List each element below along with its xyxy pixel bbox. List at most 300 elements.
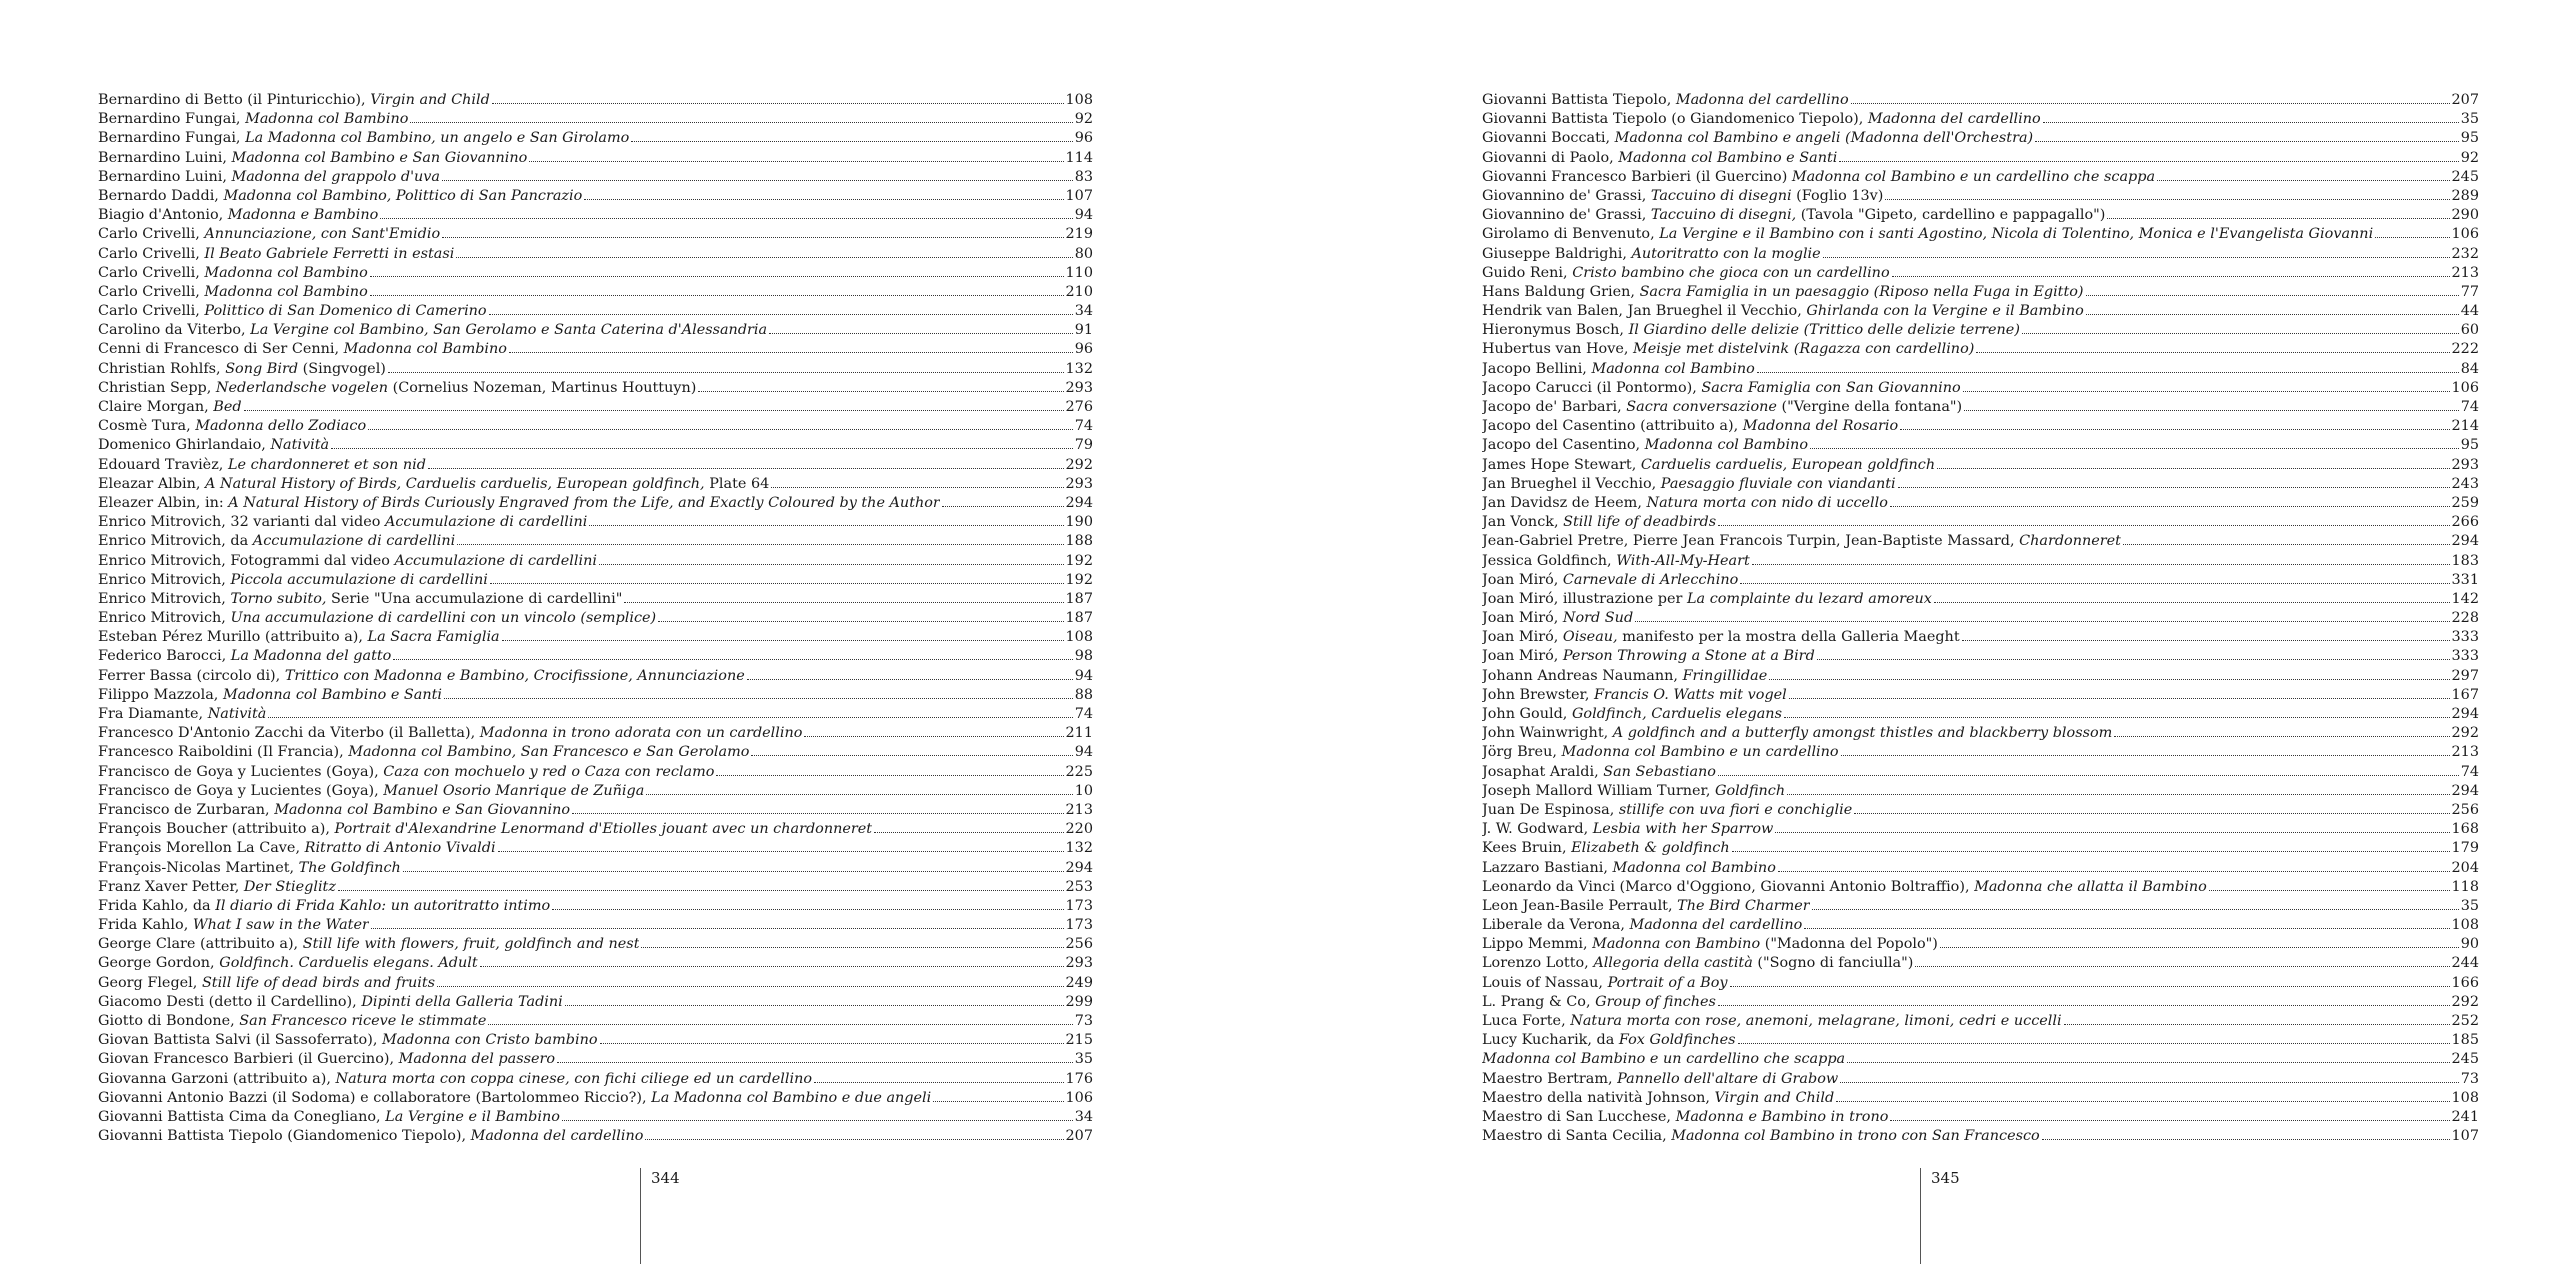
dot-leader xyxy=(1804,928,2449,929)
entry-author: Cenni di Francesco di Ser Cenni, xyxy=(98,341,344,358)
entry-page-number: 108 xyxy=(2451,1089,2479,1106)
entry-page-number: 132 xyxy=(1065,360,1093,377)
entry-page-number: 94 xyxy=(1074,744,1093,761)
entry-page-number: 173 xyxy=(1065,897,1093,914)
entry-page-number: 232 xyxy=(2451,245,2479,262)
entry-title xyxy=(1482,264,1890,283)
entry-title xyxy=(98,417,366,436)
dot-leader xyxy=(1810,448,2459,449)
entry-work: La Vergine e il Bambino xyxy=(385,1108,560,1125)
entry-title xyxy=(98,552,597,571)
entry-title xyxy=(98,724,802,743)
entry-title xyxy=(1482,475,1896,494)
entry-page-number: 92 xyxy=(2460,149,2479,166)
entry-page-number: 207 xyxy=(2451,92,2479,108)
entry-work: Madonna col Bambino in trono con San Francesco xyxy=(1671,1128,2040,1145)
entry-author: Eleazar Albin, xyxy=(98,475,206,492)
entry-work: Madonna col Bambino xyxy=(1612,859,1776,876)
entry-author: Louis of Nassau, xyxy=(1482,974,1608,991)
entry-author: Giovanni Battista Tiepolo, xyxy=(1482,92,1676,108)
entry-page-number: 245 xyxy=(2451,1051,2479,1068)
entry-page-number: 294 xyxy=(1065,494,1093,511)
entry-author: Carlo Crivelli, xyxy=(98,226,205,243)
index-entry xyxy=(1482,417,2479,436)
entry-author: Giovanni Battista Tiepolo (Giandomenico Tiepolo), xyxy=(98,1128,471,1145)
entry-page-number: 225 xyxy=(1065,763,1093,780)
entry-work: La complainte du lezard amoreux xyxy=(1686,590,1932,607)
entry-page-number: 114 xyxy=(1065,149,1093,166)
index-entry xyxy=(98,724,1093,743)
index-entry xyxy=(1482,590,2479,609)
entry-title xyxy=(1482,590,1932,609)
index-entry xyxy=(1482,475,2479,494)
entry-work: Group of finches xyxy=(1595,993,1716,1010)
dot-leader xyxy=(1787,794,2449,795)
entry-author: John Brewster, xyxy=(1482,686,1594,703)
entry-author: Bernardino Fungai, xyxy=(98,111,246,128)
entry-page-number: 292 xyxy=(2451,993,2479,1010)
entry-work: Autoritratto con la moglie xyxy=(1631,245,1821,262)
entry-work: Taccuino di disegni, xyxy=(1650,207,1797,224)
index-entry xyxy=(98,916,1093,935)
dot-leader xyxy=(403,871,1064,872)
entry-page-number: 192 xyxy=(1065,571,1093,588)
entry-author: Maestro della natività Johnson, xyxy=(1482,1089,1715,1106)
entry-page-number: 187 xyxy=(1065,610,1093,627)
index-entry xyxy=(1482,686,2479,705)
entry-work: Goldfinch, Carduelis elegans xyxy=(1571,706,1782,722)
entry-title xyxy=(1482,225,2373,244)
entry-title xyxy=(1482,436,1808,455)
dot-leader xyxy=(2114,736,2449,737)
index-entry xyxy=(98,801,1093,820)
dot-leader xyxy=(492,103,1064,104)
entry-author: Franz Xaver Petter, xyxy=(98,878,244,895)
dot-leader xyxy=(562,1120,1073,1121)
entry-author: Giovan Francesco Barbieri (il Guercino), xyxy=(98,1051,399,1068)
entry-page-number: 266 xyxy=(2451,514,2479,531)
entry-note: (Cornelius Nozeman, Martinus Houttuyn) xyxy=(388,379,697,396)
entry-work: A Natural History of Birds, Carduelis carduelis, European goldfinch, xyxy=(205,475,705,492)
entry-title xyxy=(98,878,336,897)
entry-page-number: 108 xyxy=(1065,629,1093,646)
dot-leader xyxy=(552,909,1063,910)
index-entry xyxy=(1482,916,2479,935)
entry-page-number: 333 xyxy=(2451,629,2479,646)
entry-page-number: 241 xyxy=(2451,1108,2479,1125)
index-entry xyxy=(98,897,1093,916)
entry-author: Girolamo di Benvenuto, xyxy=(1482,226,1660,243)
dot-leader xyxy=(1851,103,2450,104)
entry-author: Francesco Raiboldini (Il Francia), xyxy=(98,744,349,761)
entry-author: Francisco de Goya y Lucientes (Goya), xyxy=(98,782,384,799)
entry-work: Francis O. Watts mit vogel xyxy=(1593,686,1787,703)
entry-work: Piccola accumulazione di cardellini xyxy=(230,571,488,588)
dot-leader xyxy=(1738,1043,2450,1044)
entry-title xyxy=(1482,609,1633,628)
dot-leader xyxy=(1915,966,2449,967)
entry-page-number: 77 xyxy=(2460,283,2479,300)
index-entry xyxy=(1482,168,2479,187)
entry-title xyxy=(1482,724,2112,743)
dot-leader xyxy=(1817,659,2450,660)
dot-leader xyxy=(2086,295,2459,296)
entry-page-number: 132 xyxy=(1065,840,1093,857)
entry-title xyxy=(98,149,527,168)
entry-page-number: 106 xyxy=(2451,226,2479,243)
entry-title xyxy=(1482,647,1815,666)
entry-work: Nord Sud xyxy=(1562,610,1634,627)
dot-leader xyxy=(509,352,1073,353)
entry-work: La Madonna col Bambino e due angeli xyxy=(651,1089,932,1106)
dot-leader xyxy=(747,679,1073,680)
entry-work: Madonna con Bambino xyxy=(1592,936,1761,953)
index-entry xyxy=(98,647,1093,666)
entry-title xyxy=(98,187,582,206)
entry-work: Madonna e Bambino in trono xyxy=(1675,1108,1889,1125)
entry-author: Jacopo del Casentino (attribuito a), xyxy=(1482,418,1743,435)
index-entry xyxy=(98,571,1093,590)
entry-author: Giovanni Francesco Barbieri (il Guercino) xyxy=(1482,168,1792,185)
entry-work: La Vergine col Bambino, San Gerolamo e Santa Caterina d'Alessandria xyxy=(250,322,768,339)
entry-work: San Francesco riceve le stimmate xyxy=(239,1013,487,1029)
entry-author: Enrico Mitrovich, xyxy=(98,610,231,627)
entry-page-number: 106 xyxy=(1065,1089,1093,1106)
entry-work: Person Throwing a Stone at a Bird xyxy=(1562,648,1815,665)
entry-work: Accumulazione di cardellini xyxy=(394,552,597,569)
entry-title xyxy=(1482,878,2207,897)
entry-author: Francisco de Zurbaran, xyxy=(98,801,275,818)
entry-author: Giotto di Bondone, xyxy=(98,1013,240,1029)
entry-author: Hans Baldung Grien, xyxy=(1482,283,1640,300)
entry-work: Madonna del grappolo d'uva xyxy=(231,168,440,185)
entry-author: Biagio d'Antonio, xyxy=(98,207,228,224)
dot-leader xyxy=(1769,679,2449,680)
dot-leader xyxy=(942,506,1064,507)
index-entry xyxy=(98,1012,1093,1031)
entry-work: Manuel Osorio Manrique de Zuñiga xyxy=(383,782,645,799)
entry-page-number: 294 xyxy=(2451,706,2479,722)
dot-leader xyxy=(368,429,1073,430)
entry-title xyxy=(98,494,940,513)
entry-work: Paesaggio fluviale con viandanti xyxy=(1660,475,1896,492)
index-entry xyxy=(98,820,1093,839)
entry-page-number: 73 xyxy=(2460,1070,2479,1087)
entry-page-number: 94 xyxy=(1074,667,1093,684)
entry-page-number: 249 xyxy=(1065,974,1093,991)
entry-author: Bernardino Fungai, xyxy=(98,130,246,147)
dot-leader xyxy=(490,583,1064,584)
entry-title xyxy=(98,935,639,954)
entry-page-number: 222 xyxy=(2451,341,2479,358)
entry-note: (Tavola "Gipeto, cardellino e pappagallo") xyxy=(1796,207,2106,224)
entry-work: The Goldfinch xyxy=(298,859,401,876)
entry-work: Annunciazione, con Sant'Emidio xyxy=(204,226,441,243)
entry-title xyxy=(1482,628,1960,647)
entry-title xyxy=(1482,954,1913,973)
dot-leader xyxy=(2035,141,2459,142)
entry-author: Francisco de Goya y Lucientes (Goya), xyxy=(98,763,384,780)
entry-title xyxy=(98,456,426,475)
dot-leader xyxy=(244,410,1064,411)
index-entry xyxy=(1482,1070,2479,1089)
dot-leader xyxy=(698,391,1063,392)
index-entry xyxy=(1482,436,2479,455)
entry-page-number: 168 xyxy=(2451,821,2479,838)
entry-work: Il Beato Gabriele Ferretti in estasi xyxy=(204,245,455,262)
entry-title xyxy=(98,129,629,148)
dot-leader xyxy=(2064,1024,2450,1025)
dot-leader xyxy=(1898,487,2450,488)
index-entry xyxy=(98,1127,1093,1146)
entry-work: Madonna col Bambino xyxy=(204,264,368,281)
entry-title xyxy=(98,398,242,417)
entry-work: Pannello dell'altare di Grabow xyxy=(1617,1070,1839,1087)
entry-title xyxy=(1482,494,1888,513)
entry-author: Bernardo Daddi, xyxy=(98,187,224,204)
entry-work: Madonna col Bambino e Santi xyxy=(1618,149,1838,166)
entry-title xyxy=(98,705,266,724)
entry-work: Taccuino di disegni xyxy=(1650,187,1792,204)
dot-leader xyxy=(1854,813,2449,814)
entry-page-number: 35 xyxy=(1074,1051,1093,1068)
entry-work: Dipinti della Galleria Tadini xyxy=(361,993,563,1010)
entry-work: Madonna col Bambino xyxy=(1644,437,1808,454)
dot-leader xyxy=(2375,237,2449,238)
entry-author: Giovanna Garzoni (attribuito a), xyxy=(98,1070,336,1087)
entry-page-number: 108 xyxy=(1065,92,1093,108)
entry-author: Enrico Mitrovich, da xyxy=(98,533,253,550)
entry-author: Filippo Mazzola, xyxy=(98,686,223,703)
dot-leader xyxy=(370,295,1064,296)
index-entry xyxy=(1482,705,2479,724)
index-entry xyxy=(98,283,1093,302)
entry-title xyxy=(98,763,714,782)
entry-work: Madonna che allatta il Bambino xyxy=(1974,878,2207,895)
folio-rule xyxy=(1920,1168,1921,1264)
entry-author: Carlo Crivelli, xyxy=(98,303,205,320)
dot-leader xyxy=(599,564,1064,565)
dot-leader xyxy=(658,621,1063,622)
dot-leader xyxy=(371,928,1064,929)
index-entry xyxy=(98,456,1093,475)
entry-page-number: 213 xyxy=(1065,801,1093,818)
entry-work: Le chardonneret et son nid xyxy=(227,456,426,473)
entry-page-number: 294 xyxy=(1065,859,1093,876)
index-entry xyxy=(98,859,1093,878)
entry-title xyxy=(98,321,767,340)
entry-title xyxy=(98,360,386,379)
entry-title xyxy=(1482,340,1974,359)
index-entry xyxy=(1482,820,2479,839)
entry-author: Carlo Crivelli, xyxy=(98,264,205,281)
dot-leader xyxy=(1892,276,2450,277)
entry-page-number: 211 xyxy=(1065,725,1093,742)
entry-page-number: 167 xyxy=(2451,686,2479,703)
dot-leader xyxy=(2043,122,2459,123)
entry-title xyxy=(1482,398,1962,417)
dot-leader xyxy=(933,1101,1063,1102)
entry-work: Madonna con Cristo bambino xyxy=(381,1032,598,1049)
entry-author: Georg Flegel, xyxy=(98,974,202,991)
entry-work: Ghirlanda con la Vergine e il Bambino xyxy=(1806,303,2084,320)
entry-work: Goldfinch. Carduelis elegans. Adult xyxy=(219,955,478,972)
index-entry xyxy=(98,532,1093,551)
entry-author: Francesco D'Antonio Zacchi da Viterbo (il Balletta), xyxy=(98,725,480,742)
dot-leader xyxy=(428,468,1064,469)
entry-page-number: 35 xyxy=(2460,897,2479,914)
index-entry xyxy=(98,878,1093,897)
dot-leader xyxy=(1839,161,2458,162)
index-entry xyxy=(1482,110,2479,129)
index-entry xyxy=(1482,1108,2479,1127)
entry-work: Chardonneret xyxy=(2019,533,2121,550)
entry-title xyxy=(1482,532,2121,551)
entry-author: Lazzaro Bastiani, xyxy=(1482,859,1613,876)
page-number: 344 xyxy=(651,1169,680,1187)
entry-page-number: 74 xyxy=(1074,706,1093,722)
index-entry xyxy=(1482,532,2479,551)
entry-author: Leonardo da Vinci (Marco d'Oggiono, Giovanni Antonio Boltraffio), xyxy=(1482,878,1975,895)
entry-work: Madonna col Bambino e un cardellino xyxy=(1561,744,1839,761)
entry-title xyxy=(98,264,368,283)
entry-page-number: 88 xyxy=(1074,686,1093,703)
index-entry xyxy=(98,1031,1093,1050)
index-entry xyxy=(1482,340,2479,359)
index-entry xyxy=(98,91,1093,110)
index-entry xyxy=(1482,456,2479,475)
entry-page-number: 256 xyxy=(2451,801,2479,818)
entry-work: Der Stieglitz xyxy=(243,878,336,895)
dot-leader xyxy=(1847,1062,2449,1063)
index-entry xyxy=(1482,1089,2479,1108)
entry-page-number: 244 xyxy=(2451,955,2479,972)
index-entry xyxy=(98,436,1093,455)
entry-author: Maestro di Santa Cecilia, xyxy=(1482,1128,1672,1145)
index-list-right xyxy=(1482,91,2479,1146)
entry-work: Una accumulazione di cardellini con un vincolo (semplice) xyxy=(230,610,657,627)
entry-work: Sacra conversazione xyxy=(1626,399,1777,415)
dot-leader xyxy=(1900,429,2449,430)
index-entry xyxy=(1482,993,2479,1012)
entry-page-number: 185 xyxy=(2451,1032,2479,1049)
entry-title xyxy=(1482,321,2020,340)
dot-leader xyxy=(1789,698,2450,699)
entry-author: Cosmè Tura, xyxy=(98,418,196,435)
entry-title xyxy=(98,206,378,225)
entry-title xyxy=(98,954,478,973)
entry-title xyxy=(98,475,769,494)
entry-author: Jean-Gabriel Pretre, Pierre Jean Francois Turpin, Jean-Baptiste Massard, xyxy=(1482,533,2020,550)
dot-leader xyxy=(716,775,1063,776)
entry-author: Juan De Espinosa, xyxy=(1482,801,1619,818)
entry-page-number: 294 xyxy=(2451,533,2479,550)
entry-title xyxy=(98,1089,931,1108)
entry-note: manifesto per la mostra della Galleria Maeght xyxy=(1617,629,1960,646)
entry-author: Jan Brueghel il Vecchio, xyxy=(1482,475,1661,492)
dot-leader xyxy=(804,736,1063,737)
entry-title xyxy=(1482,206,2105,225)
entry-work: La Vergine e il Bambino con i santi Agostino, Nicola di Tolentino, Monica e l'Evangelista Giovanni xyxy=(1659,226,2374,243)
entry-title xyxy=(98,379,696,398)
entry-work: Bed xyxy=(213,399,242,415)
entry-title xyxy=(98,340,507,359)
entry-work: Ritratto di Antonio Vivaldi xyxy=(304,840,496,857)
dot-leader xyxy=(2123,544,2450,545)
index-entry xyxy=(98,168,1093,187)
entry-title xyxy=(1482,302,2084,321)
entry-title xyxy=(98,302,487,321)
dot-leader xyxy=(624,602,1063,603)
entry-author: François Boucher (attribuito a), xyxy=(98,821,335,838)
dot-leader xyxy=(2086,314,2459,315)
index-entry xyxy=(98,379,1093,398)
entry-page-number: 107 xyxy=(2451,1128,2479,1145)
entry-work: Fox Goldfinches xyxy=(1618,1032,1736,1049)
entry-work: La Madonna col Bambino, un angelo e San Girolamo xyxy=(245,130,630,147)
entry-author: John Gould, xyxy=(1482,706,1572,722)
dot-leader xyxy=(584,199,1063,200)
index-entry xyxy=(98,206,1093,225)
entry-title xyxy=(1482,839,1730,858)
entry-work: Song Bird xyxy=(225,360,299,377)
entry-author: Carlo Crivelli, xyxy=(98,283,205,300)
entry-title xyxy=(98,1012,486,1031)
entry-title xyxy=(1482,417,1898,436)
entry-title xyxy=(98,110,408,129)
entry-author: Joan Miró, xyxy=(1482,610,1563,627)
dot-leader xyxy=(502,640,1064,641)
entry-title xyxy=(1482,456,1935,475)
entry-work: Caza con mochuelo y red o Caza con reclamo xyxy=(383,763,715,780)
dot-leader xyxy=(1934,602,2450,603)
dot-leader xyxy=(1940,947,2459,948)
entry-title xyxy=(1482,897,1810,916)
entry-work: Still life of dead birds and fruits xyxy=(201,974,435,991)
entry-title xyxy=(1482,552,1750,571)
entry-note: ("Madonna del Popolo") xyxy=(1760,936,1938,953)
entry-work: Portrait d'Alexandrine Lenormand d'Etiolles jouant avec un chardonneret xyxy=(334,821,873,838)
index-entry xyxy=(98,1070,1093,1089)
entry-title xyxy=(1482,1012,2062,1031)
entry-title xyxy=(1482,571,1738,590)
entry-page-number: 73 xyxy=(1074,1013,1093,1029)
entry-title xyxy=(98,916,369,935)
entry-author: John Wainwright, xyxy=(1482,725,1613,742)
index-entry xyxy=(1482,974,2479,993)
entry-title xyxy=(1482,782,1785,801)
index-entry xyxy=(98,552,1093,571)
entry-page-number: 204 xyxy=(2451,859,2479,876)
entry-work: Still life with flowers, fruit, goldfinch and nest xyxy=(302,936,640,953)
index-entry xyxy=(98,1108,1093,1127)
entry-work: Natura morta con nido di uccello xyxy=(1646,494,1888,511)
dot-leader xyxy=(572,813,1064,814)
dot-leader xyxy=(1730,986,2450,987)
entry-work: Madonna del cardellino xyxy=(470,1128,644,1145)
dot-leader xyxy=(2107,218,2449,219)
index-entry xyxy=(98,1089,1093,1108)
entry-work: Il Giardino delle delizie (Trittico delle delizie terrene) xyxy=(1628,322,2020,339)
entry-author: Giovanni Boccati, xyxy=(1482,130,1615,147)
dot-leader xyxy=(646,794,1072,795)
dot-leader xyxy=(1840,1082,2459,1083)
dot-leader xyxy=(498,851,1064,852)
entry-author: Josaphat Araldi, xyxy=(1482,763,1604,780)
index-entry xyxy=(1482,801,2479,820)
entry-author: Joan Miró, xyxy=(1482,629,1563,646)
entry-page-number: 92 xyxy=(1074,111,1093,128)
